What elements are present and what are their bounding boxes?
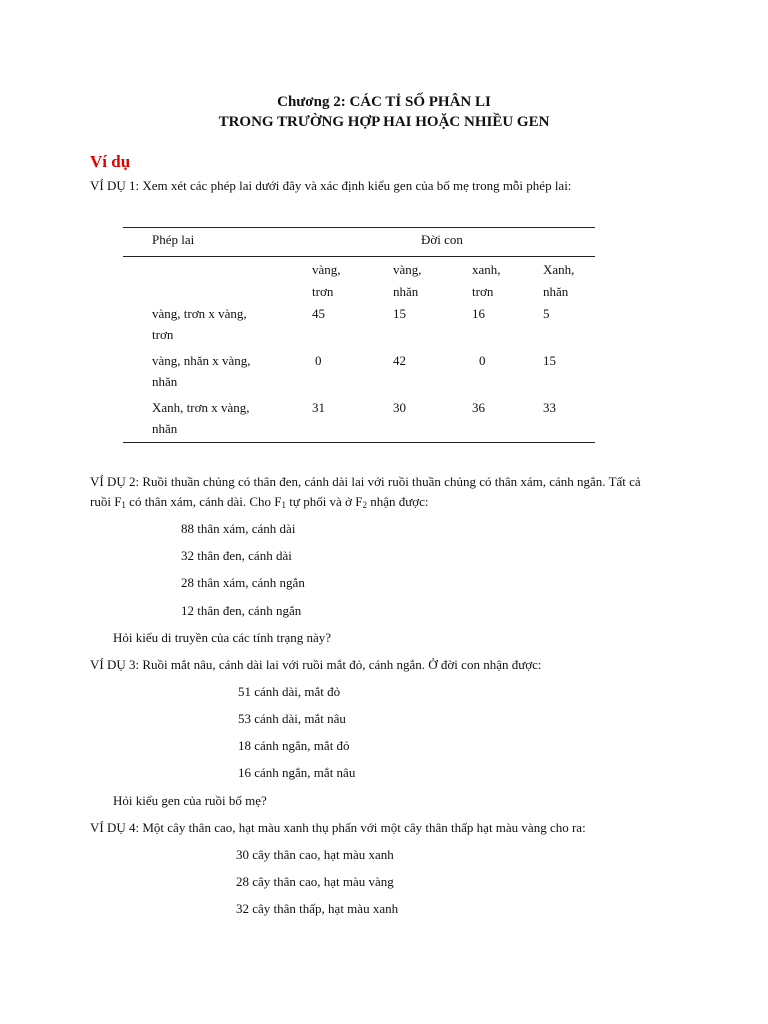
table-row-3-cross <box>152 397 250 439</box>
cross-table <box>123 227 595 444</box>
subheader-col1-line1: vàng, <box>312 262 341 277</box>
example-4-text: VÍ DỤ 4: Một cây thân cao, hạt màu xanh thụ phấn với một cây thân thấp hạt màu vàng cho ra: <box>90 820 586 835</box>
subheader-col1-line2: trơn <box>312 284 334 299</box>
list-item: 28 cây thân cao, hạt màu vàng <box>236 874 394 889</box>
table-row-1-cross-line1: vàng, trơn x vàng, <box>152 306 247 321</box>
subheader-col2 <box>393 259 422 303</box>
list-item: 18 cánh ngắn, mắt đỏ <box>238 738 350 753</box>
example-2-line1: VÍ DỤ 2: Ruồi thuần chủng có thân đen, cánh dài lai với ruồi thuần chủng có thân xám, cánh ngắn. Tất cả <box>90 474 641 489</box>
example-2-line2-part-b: có thân xám, cánh dài. Cho F <box>125 494 282 509</box>
example-2-question: Hỏi kiểu di truyền của các tính trạng này? <box>113 630 332 645</box>
subheader-col2-line1: vàng, <box>393 262 422 277</box>
list-item: 12 thân đen, cánh ngắn <box>181 603 302 618</box>
list-item: 16 cánh ngắn, mắt nâu <box>238 765 356 780</box>
table-row-1-cross <box>152 303 247 345</box>
table-row-2-cross-line1: vàng, nhăn x vàng, <box>152 353 251 368</box>
chapter-title-line1: Chương 2: CÁC TỈ SỐ PHÂN LI <box>277 94 491 110</box>
header-offspring: Đời con <box>421 232 463 247</box>
header-cross: Phép lai <box>152 232 195 247</box>
table-row-2-cross <box>152 350 251 392</box>
subheader-col3-line2: trơn <box>472 284 494 299</box>
subheader-col3 <box>472 259 501 303</box>
table-row-3-val3: 36 <box>472 400 485 415</box>
subheader-col4-line1: Xanh, <box>543 262 575 277</box>
example-2-line2-part-a: ruồi F <box>90 494 122 509</box>
example-2-line2-part-d: nhận được: <box>366 494 429 509</box>
table-row-2-val4: 15 <box>543 353 556 368</box>
example-1-text: VÍ DỤ 1: Xem xét các phép lai dưới đây và xác định kiểu gen của bố mẹ trong mỗi phép lai: <box>90 178 572 193</box>
subscript-2: 2 <box>362 500 367 510</box>
table-row-2-cross-line2: nhăn <box>152 374 178 389</box>
example-2-line2-part-c: tự phối và ở F <box>286 494 363 509</box>
subscript-1: 1 <box>121 500 126 510</box>
list-item: 32 cây thân thấp, hạt màu xanh <box>236 901 399 916</box>
table-row-1-val1: 45 <box>312 306 325 321</box>
subheader-col4-line2: nhăn <box>543 284 569 299</box>
list-item: 32 thân đen, cánh dài <box>181 548 292 563</box>
table-row-1-val4: 5 <box>543 306 550 321</box>
table-row-3-val2: 30 <box>393 400 406 415</box>
subheader-col2-line2: nhăn <box>393 284 419 299</box>
table-row-3-val4: 33 <box>543 400 556 415</box>
list-item: 28 thân xám, cánh ngắn <box>181 575 305 590</box>
subheader-col3-line1: xanh, <box>472 262 501 277</box>
table-header-rule <box>123 256 595 257</box>
list-item: 30 cây thân cao, hạt màu xanh <box>236 847 394 862</box>
table-row-2-val3: 0 <box>479 353 486 368</box>
section-heading: Ví dụ <box>90 152 131 171</box>
table-row-2-val2: 42 <box>393 353 406 368</box>
subheader-col4 <box>543 259 574 303</box>
list-item: 53 cánh dài, mắt nâu <box>238 711 346 726</box>
subscript-1: 1 <box>281 500 287 510</box>
list-item: 51 cánh dài, mắt đỏ <box>238 684 341 699</box>
list-item: 88 thân xám, cánh dài <box>181 521 296 536</box>
table-row-3-cross-line2: nhăn <box>152 421 178 436</box>
table-row-3-cross-line1: Xanh, trơn x vàng, <box>152 400 250 415</box>
subheader-col1 <box>312 259 341 303</box>
example-3-question: Hỏi kiểu gen của ruồi bố mẹ? <box>113 793 267 808</box>
example-2-line2 <box>90 492 690 512</box>
table-row-1-val3: 16 <box>472 306 485 321</box>
table-top-rule <box>123 227 595 228</box>
table-row-3-val1: 31 <box>312 400 325 415</box>
table-row-2-val1: 0 <box>315 353 322 368</box>
chapter-title-line2: TRONG TRƯỜNG HỢP HAI HOẶC NHIỀU GEN <box>218 114 550 130</box>
table-row-1-cross-line2: trơn <box>152 327 174 342</box>
table-row-1-val2: 15 <box>393 306 406 321</box>
example-3-text: VÍ DỤ 3: Ruồi mắt nâu, cánh dài lai với ruồi mắt đỏ, cánh ngắn. Ở đời con nhận được: <box>90 657 542 672</box>
table-bottom-rule <box>123 442 595 443</box>
